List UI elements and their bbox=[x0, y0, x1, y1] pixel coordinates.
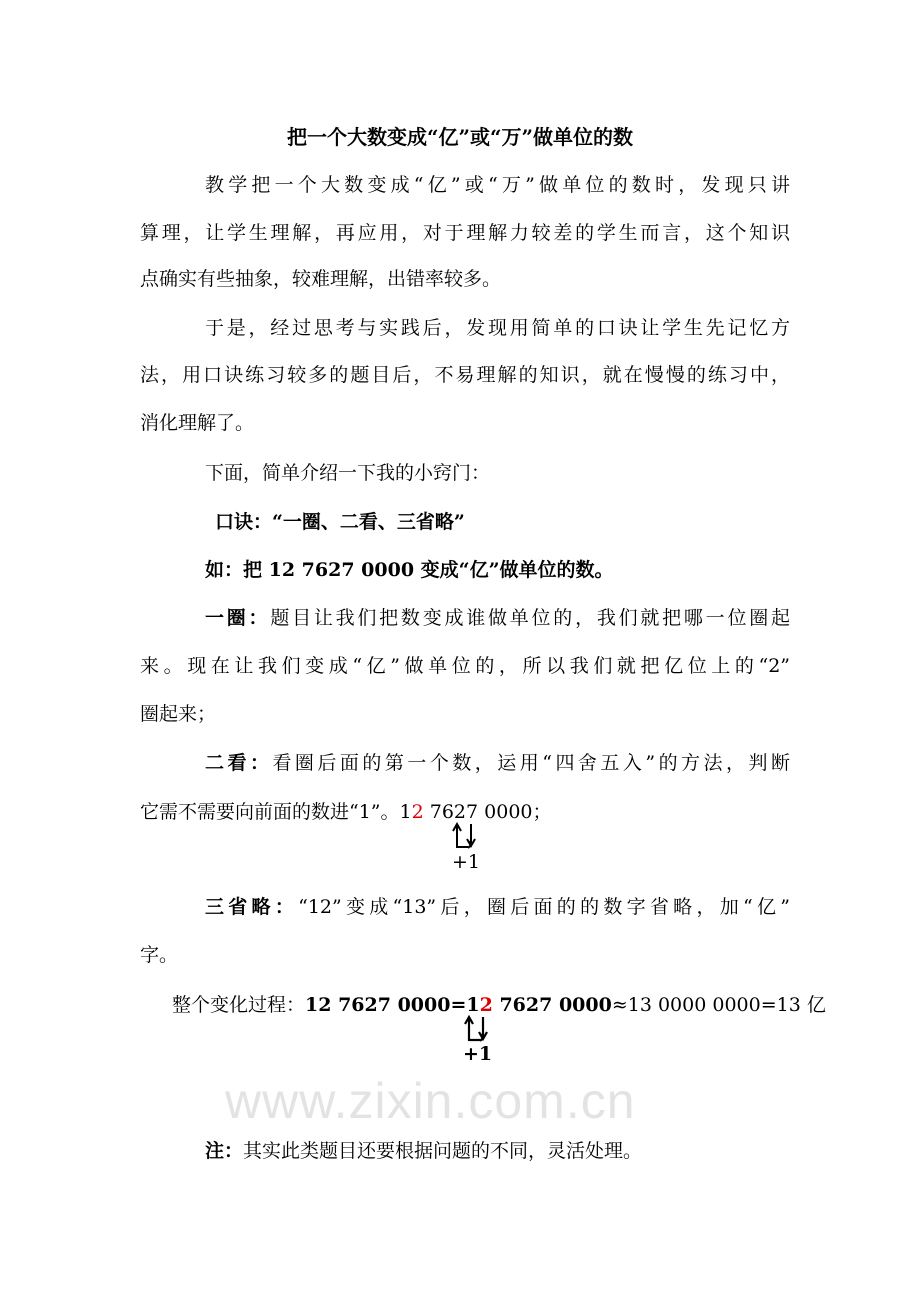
note bbox=[205, 1138, 790, 1164]
page-title: 把一个大数变成“亿”或“万”做单位的数 bbox=[286, 125, 633, 149]
step3-line: 字。 bbox=[140, 944, 179, 966]
note-text: 其实此类题目还要根据问题的不同，灵活处理。 bbox=[243, 1140, 643, 1162]
note-label: 注： bbox=[205, 1140, 244, 1162]
result: ≈13 0000 0000=13 亿 bbox=[611, 994, 826, 1016]
circled-digit: 2 bbox=[479, 994, 493, 1016]
plus-one: +1 bbox=[452, 851, 481, 873]
carry-arrow-icon bbox=[462, 1015, 492, 1045]
rhyme: 口诀：“一圈、二看、三省略” bbox=[215, 511, 465, 533]
paragraph-line: 于是，经过思考与实践后，发现用简单的口诀让学生先记忆方 bbox=[205, 317, 790, 339]
step2-text: 它需不需要向前面的数进“1”。 bbox=[140, 801, 400, 823]
number: 1 bbox=[399, 801, 412, 823]
number: 7627 0000； bbox=[423, 801, 552, 823]
step1-line: 圈起来； bbox=[140, 703, 217, 725]
step1-text: 题目让我们把数变成谁做单位的，我们就把哪一位圈起 bbox=[270, 607, 790, 629]
paragraph-line: 点确实有些抽象，较难理解，出错率较多。 bbox=[140, 268, 502, 290]
paragraph-line: 教学把一个大数变成“亿”或“万”做单位的数时，发现只讲 bbox=[205, 174, 790, 196]
paragraph-line: 消化理解了。 bbox=[140, 412, 255, 434]
step2-text: 看圈后面的第一个数，运用“四舍五入”的方法，判断 bbox=[272, 752, 790, 774]
paragraph-line: 法，用口诀练习较多的题目后，不易理解的知识，就在慢慢的练习中， bbox=[140, 364, 790, 386]
circled-digit: 2 bbox=[411, 801, 424, 823]
number: 7627 0000 bbox=[492, 994, 612, 1016]
step3-text: “12”变成“13”后，圈后面的的数字省略，加“亿” bbox=[298, 896, 790, 918]
step2-label: 二看： bbox=[205, 752, 273, 774]
step1-line bbox=[205, 605, 790, 631]
step1-label: 一圈： bbox=[205, 607, 271, 629]
watermark: www.zixin.com.cn bbox=[225, 1073, 636, 1129]
step3-line bbox=[205, 894, 790, 920]
carry-arrow-icon bbox=[450, 822, 480, 852]
step1-line: 来。现在让我们变成“亿”做单位的，所以我们就把亿位上的“2” bbox=[140, 655, 790, 677]
step2-line bbox=[205, 750, 790, 776]
plus-one: +1 bbox=[463, 1043, 493, 1065]
step3-label: 三省略： bbox=[205, 896, 299, 918]
paragraph-line: 下面，简单介绍一下我的小窍门： bbox=[205, 462, 491, 484]
number: 12 7627 0000=1 bbox=[305, 994, 480, 1016]
process-label: 整个变化过程： bbox=[172, 994, 306, 1016]
paragraph-line: 算理，让学生理解，再应用，对于理解力较差的学生而言，这个知识 bbox=[140, 222, 790, 244]
example: 如：把 12 7627 0000 变成“亿”做单位的数。 bbox=[205, 559, 614, 581]
